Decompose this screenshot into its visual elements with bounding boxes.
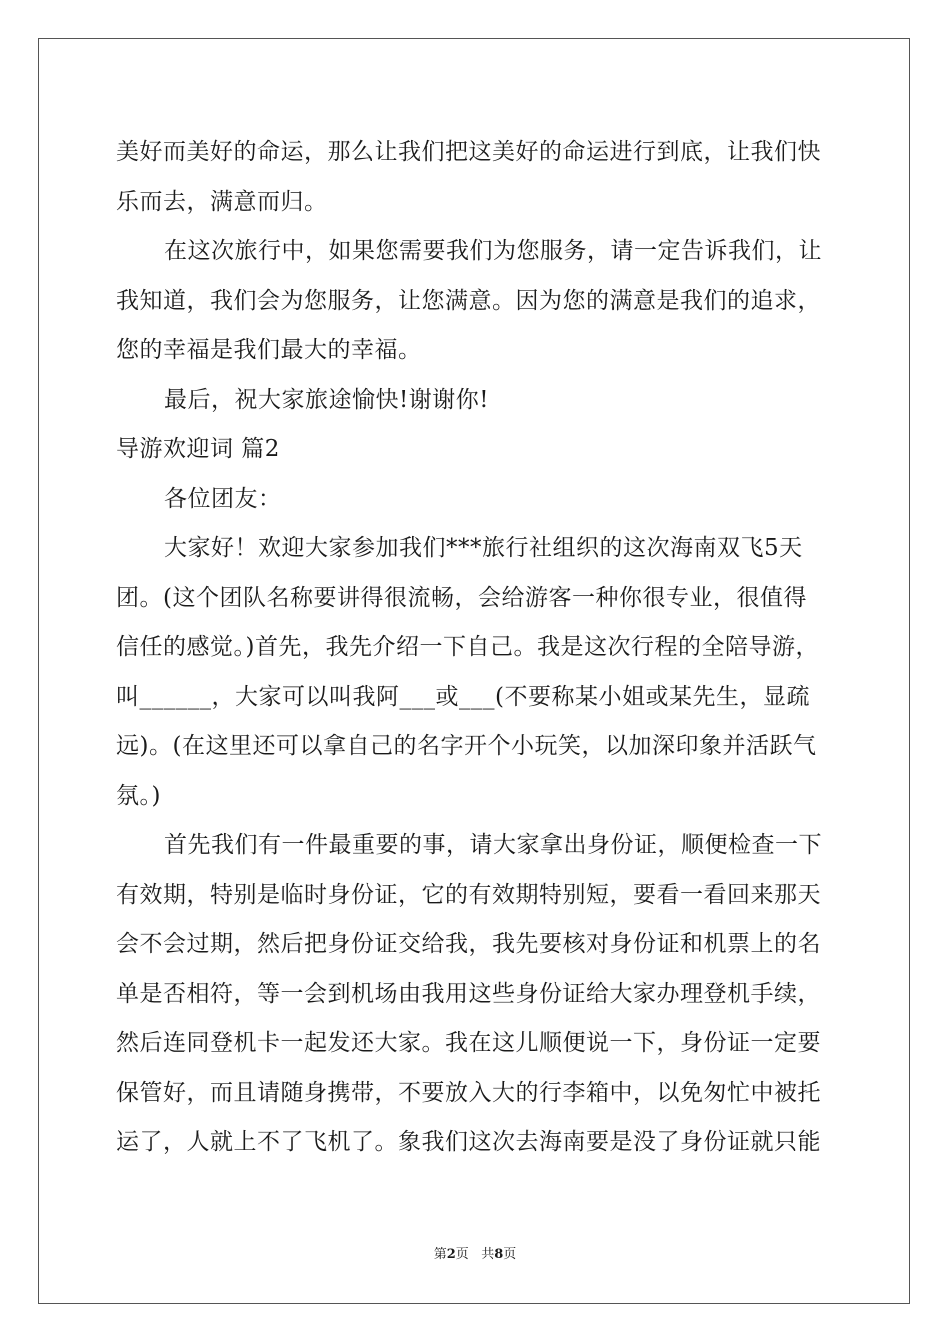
page-footer [0,1246,950,1264]
text-line: 在这次旅行中，如果您需要我们为您服务，请一定告诉我们，让 [164,238,822,264]
text-line: 美好而美好的命运，那么让我们把这美好的命运进行到底，让我们快 [116,139,821,165]
text-line: 单是否相符，等一会到机场由我用这些身份证给大家办理登机手续， [116,980,821,1007]
total-page-number: 8 [494,1247,504,1262]
text-line: 氛。) [116,782,161,809]
text-line: 各位团友： [164,485,282,512]
text-line: 会不会过期，然后把身份证交给我，我先要核对身份证和机票上的名 [116,931,821,957]
text-line: 叫______，大家可以叫我阿___或___(不要称某小姐或某先生，显疏 [116,683,810,710]
text-line: 运了，人就上不了飞机了。象我们这次去海南要是没了身份证就只能 [116,1129,821,1155]
total-prefix: 共 [481,1247,495,1262]
document-body [116,128,836,1168]
text-line: 信任的感觉。)首先，我先介绍一下自己。我是这次行程的全陪导游， [116,634,819,660]
page-suffix: 页 [455,1247,469,1262]
section-heading: 导游欢迎词 篇2 [116,436,280,462]
text-line: 首先我们有一件最重要的事，请大家拿出身份证，顺便检查一下 [164,832,822,858]
total-suffix: 页 [503,1247,517,1262]
text-line: 乐而去，满意而归。 [116,188,328,215]
text-line: 有效期，特别是临时身份证，它的有效期特别短，要看一看回来那天 [116,881,821,908]
text-line: 我知道，我们会为您服务，让您满意。因为您的满意是我们的追求， [116,287,821,314]
text-line: 保管好，而且请随身携带，不要放入大的行李箱中，以免匆忙中被托 [116,1079,821,1106]
text-line: 最后，祝大家旅途愉快!谢谢你! [164,386,489,413]
current-page-number: 2 [446,1247,456,1262]
page-prefix: 第 [433,1247,447,1262]
text-line: 大家好！欢迎大家参加我们***旅行社组织的这次海南双飞5天 [164,535,803,561]
text-line: 团。(这个团队名称要讲得很流畅，会给游客一种你很专业，很值得 [116,584,807,611]
text-line: 远)。(在这里还可以拿自己的名字开个小玩笑，以加深印象并活跃气 [116,733,817,759]
text-line: 您的幸福是我们最大的幸福。 [116,337,422,363]
text-line: 然后连同登机卡一起发还大家。我在这儿顺便说一下，身份证一定要 [116,1030,821,1056]
